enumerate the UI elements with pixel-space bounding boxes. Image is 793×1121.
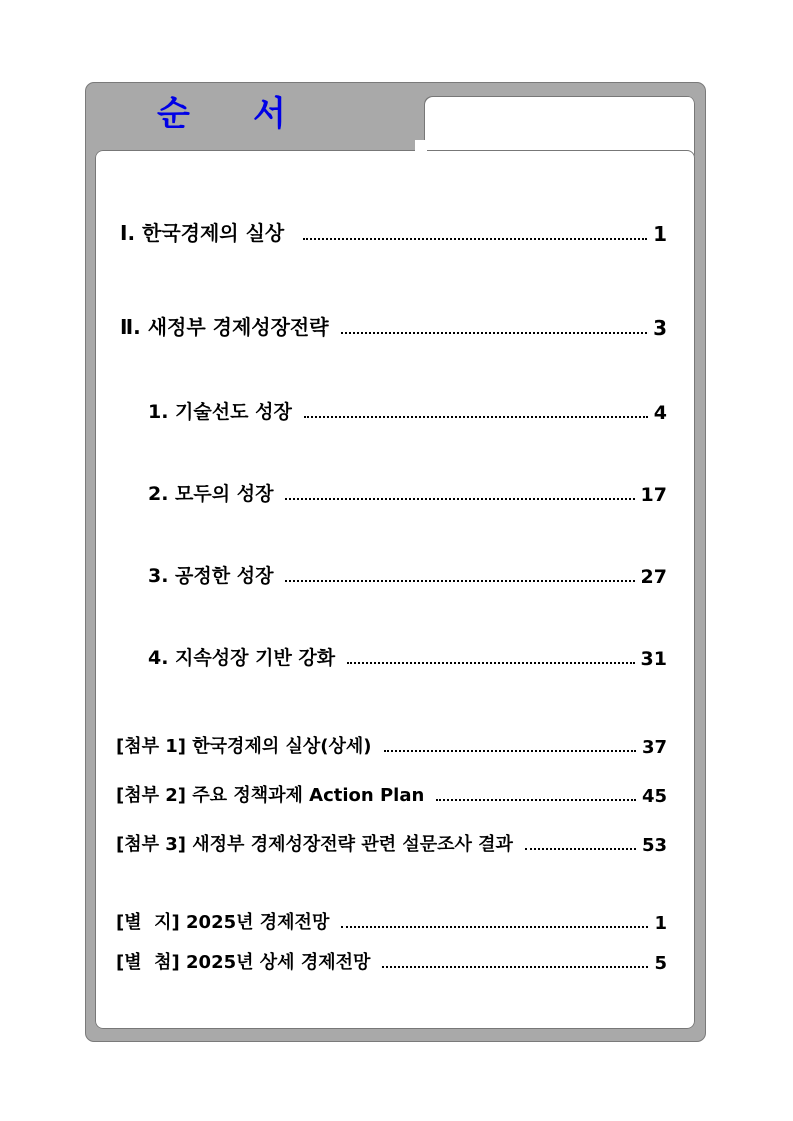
toc-leader — [525, 847, 636, 850]
title-tab — [85, 82, 423, 150]
toc-page: 27 — [640, 566, 667, 588]
toc-entry-3[interactable] — [148, 396, 667, 424]
toc-label: [첨부 3] 새정부 경제성장전략 관련 설문조사 결과 — [116, 834, 513, 855]
toc-page: 4 — [653, 402, 667, 424]
toc-entry-1[interactable] — [120, 218, 667, 246]
toc-entry-6[interactable] — [148, 642, 667, 670]
toc-page: 1 — [654, 913, 667, 934]
toc-leader — [341, 925, 648, 928]
toc-page: 45 — [641, 786, 667, 807]
toc-page: 17 — [640, 484, 667, 506]
toc-label: Ⅱ. 새정부 경제성장전략 — [120, 315, 329, 339]
toc-label: Ⅰ. 한국경제의 실상 — [120, 221, 292, 245]
title-char-2: 서 — [253, 94, 286, 134]
toc-entry-2[interactable] — [120, 312, 667, 340]
toc-label: 2. 모두의 성장 — [148, 483, 274, 505]
toc-page: 1 — [653, 222, 667, 246]
toc-leader — [347, 661, 634, 664]
toc-leader — [303, 237, 647, 240]
toc-label: [첨부 1] 한국경제의 실상(상세) — [116, 736, 372, 757]
toc-page: 5 — [654, 953, 667, 974]
toc-label: [별 첨] 2025년 상세 경제전망 — [116, 952, 371, 973]
title-char-1: 순 — [157, 94, 190, 134]
toc-leader — [436, 798, 636, 801]
toc-entry-attachment-1[interactable] — [116, 730, 667, 758]
toc-label: [별 지] 2025년 경제전망 — [116, 912, 330, 933]
toc-entry-annex[interactable] — [116, 946, 667, 974]
toc-entry-attachment-3[interactable] — [116, 828, 667, 856]
toc-label: 3. 공정한 성장 — [148, 565, 274, 587]
toc-page: 53 — [641, 835, 667, 856]
toc-entry-4[interactable] — [148, 478, 667, 506]
toc-leader — [285, 579, 634, 582]
toc-entry-appendix[interactable] — [116, 906, 667, 934]
toc-label: 1. 기술선도 성장 — [148, 401, 292, 423]
toc-page: 37 — [641, 737, 667, 758]
toc-entry-5[interactable] — [148, 560, 667, 588]
toc-leader — [382, 965, 648, 968]
toc-label: 4. 지속성장 기반 강화 — [148, 647, 336, 669]
toc-page: 31 — [640, 648, 667, 670]
toc-leader — [341, 331, 648, 334]
toc-page: 3 — [653, 316, 667, 340]
toc-leader — [304, 415, 648, 418]
content-panel — [95, 150, 695, 1029]
toc-entry-attachment-2[interactable] — [116, 779, 667, 807]
panel-notch — [415, 140, 427, 152]
toc-label: [첨부 2] 주요 정책과제 Action Plan — [116, 785, 425, 806]
toc-leader — [285, 497, 634, 500]
toc-leader — [384, 749, 636, 752]
